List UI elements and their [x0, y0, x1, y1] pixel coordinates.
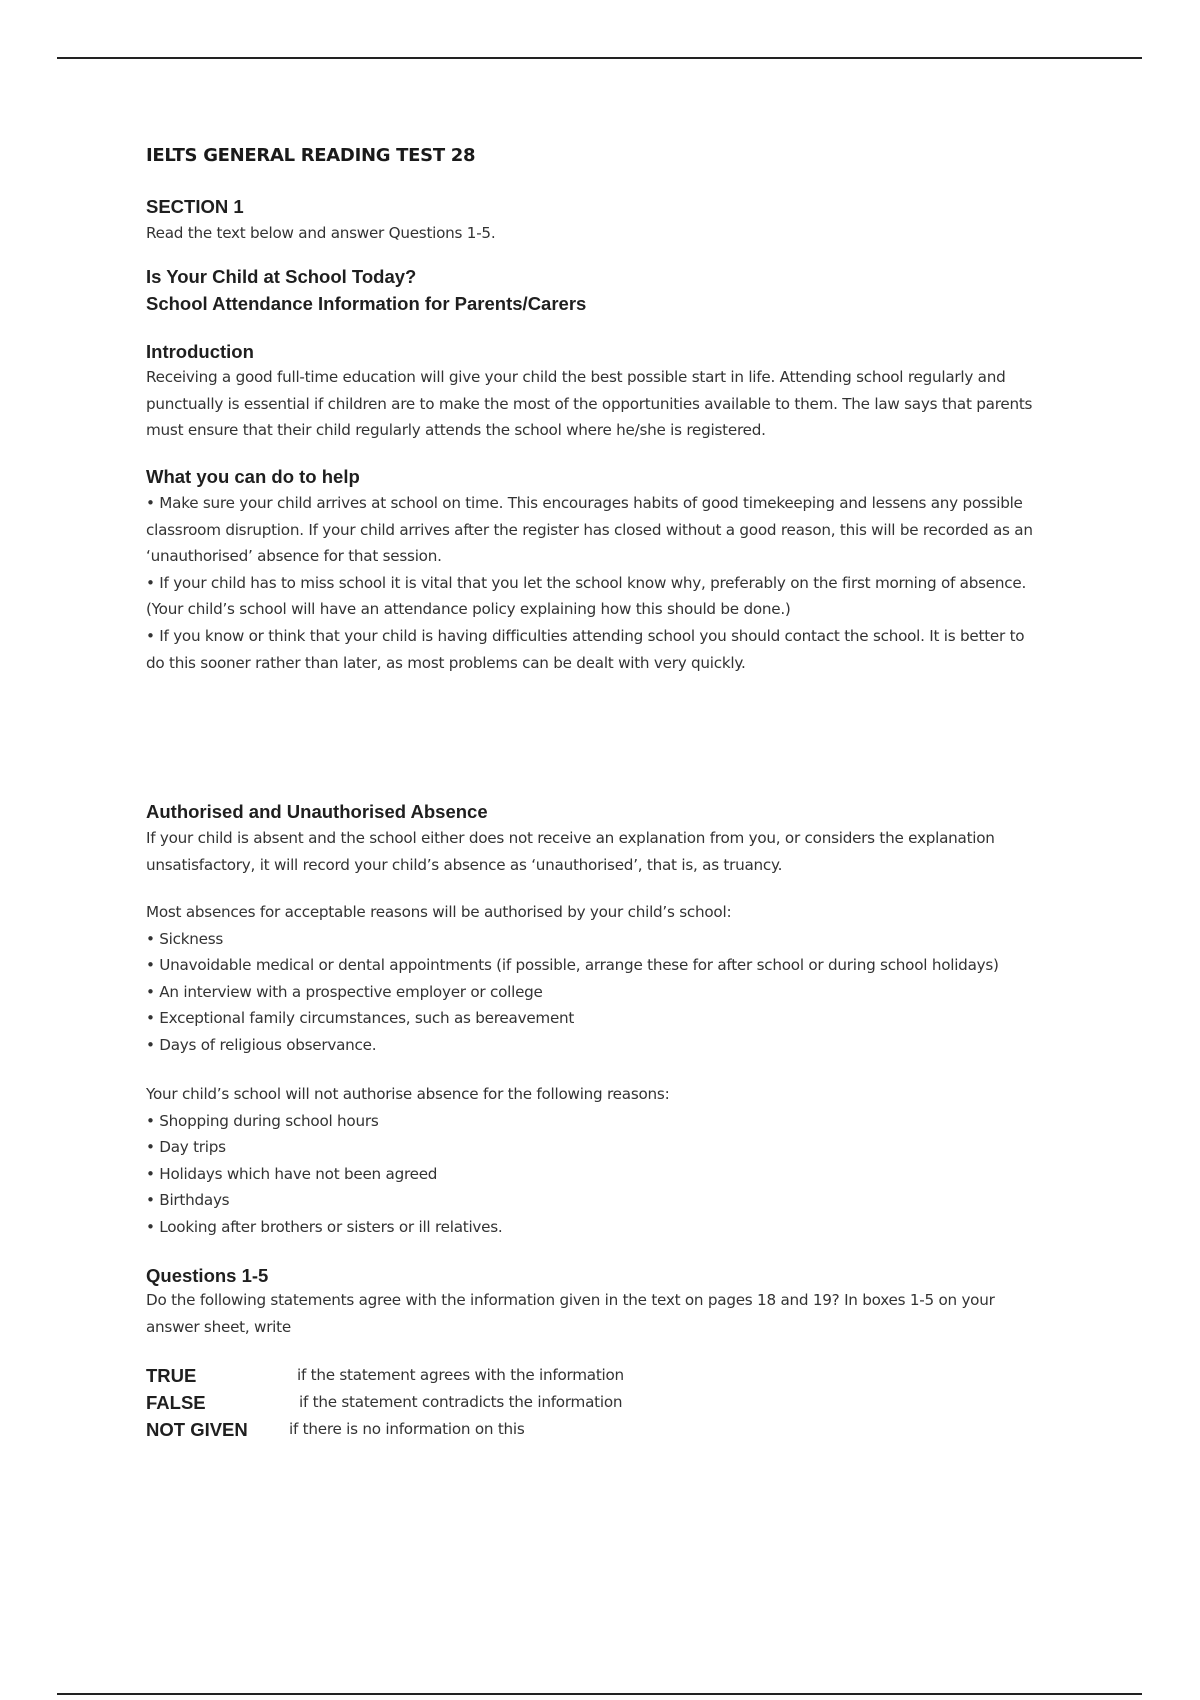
- list-item: • Birthdays: [146, 1191, 230, 1210]
- questions-heading: Questions 1-5: [146, 1265, 269, 1286]
- introduction-paragraph: [146, 364, 1086, 444]
- questions-instruction-line: answer sheet, write: [146, 1317, 291, 1336]
- authorised-intro: Most absences for acceptable reasons will be authorised by your child’s school:: [146, 903, 732, 921]
- section-title: SECTION 1: [146, 196, 244, 217]
- questions-instruction-line: Do the following statements agree with the information given in the text on pages 18 and 19? In boxes 1-5 on your: [146, 1291, 995, 1309]
- introduction-line: Receiving a good full-time education will give your child the best possible start in life. Attending school regularly and: [146, 368, 1006, 386]
- absence-intro: [146, 825, 1086, 878]
- help-line: (Your child’s school will have an attendance policy explaining how this should be done.): [146, 600, 791, 619]
- absence-intro-line: If your child is absent and the school either does not receive an explanation from you, or considers the explanation: [146, 829, 995, 847]
- questions-instruction: [146, 1287, 1086, 1340]
- top-rule: [57, 57, 1142, 59]
- introduction-line: punctually is essential if children are to make the most of the opportunities available to them. The law says that parents: [146, 394, 1033, 413]
- authorised-list: [146, 899, 1086, 1059]
- list-item: • Unavoidable medical or dental appointments (if possible, arrange these for after school or during school holidays): [146, 956, 999, 975]
- help-paragraph: [146, 490, 1086, 676]
- article-title-line-1: Is Your Child at School Today?: [146, 266, 417, 287]
- bottom-rule: [57, 1693, 1142, 1695]
- help-line: classroom disruption. If your child arrives after the register has closed without a good reason, this will be recorded as an: [146, 520, 1033, 539]
- unauthorised-intro: Your child’s school will not authorise absence for the following reasons:: [146, 1085, 670, 1103]
- list-item: • Holidays which have not been agreed: [146, 1164, 438, 1183]
- help-line: • If your child has to miss school it is vital that you let the school know why, preferably on the first morning of absence.: [146, 573, 1027, 592]
- legend-term-not-given: NOT GIVEN: [146, 1419, 248, 1440]
- legend-definition-false: if the statement contradicts the information: [299, 1393, 623, 1411]
- list-item: • Looking after brothers or sisters or ill relatives.: [146, 1217, 503, 1236]
- legend-row-not-given: [146, 1416, 1086, 1443]
- introduction-line: must ensure that their child regularly attends the school where he/she is registered.: [146, 421, 766, 440]
- absence-intro-line: unsatisfactory, it will record your child’s absence as ‘unauthorised’, that is, as truancy.: [146, 855, 783, 874]
- list-item: • Sickness: [146, 929, 224, 948]
- help-line: • If you know or think that your child is having difficulties attending school you should contact the school. It is better to: [146, 626, 1025, 645]
- list-item: • Exceptional family circumstances, such as bereavement: [146, 1009, 575, 1028]
- section-instruction: Read the text below and answer Questions 1-5.: [146, 224, 496, 242]
- introduction-heading: Introduction: [146, 341, 254, 362]
- help-line: do this sooner rather than later, as most problems can be dealt with very quickly.: [146, 653, 746, 672]
- list-item: • An interview with a prospective employer or college: [146, 982, 543, 1001]
- legend-row-true: [146, 1362, 1086, 1389]
- article-title-line-2: School Attendance Information for Parents/Carers: [146, 293, 587, 314]
- unauthorised-list: [146, 1081, 1086, 1241]
- legend-term-false: FALSE: [146, 1392, 206, 1413]
- help-heading: What you can do to help: [146, 466, 360, 487]
- absence-heading: Authorised and Unauthorised Absence: [146, 801, 488, 822]
- help-line: ‘unauthorised’ absence for that session.: [146, 547, 442, 566]
- legend-definition-not-given: if there is no information on this: [289, 1420, 525, 1438]
- list-item: • Shopping during school hours: [146, 1111, 379, 1130]
- legend-term-true: TRUE: [146, 1365, 197, 1386]
- test-title: IELTS GENERAL READING TEST 28: [146, 145, 476, 166]
- list-item: • Day trips: [146, 1138, 226, 1157]
- legend-definition-true: if the statement agrees with the information: [297, 1366, 624, 1384]
- list-item: • Days of religious observance.: [146, 1035, 377, 1054]
- help-line: • Make sure your child arrives at school on time. This encourages habits of good timekeeping and lessens any possible: [146, 494, 1023, 512]
- legend-row-false: [146, 1389, 1086, 1416]
